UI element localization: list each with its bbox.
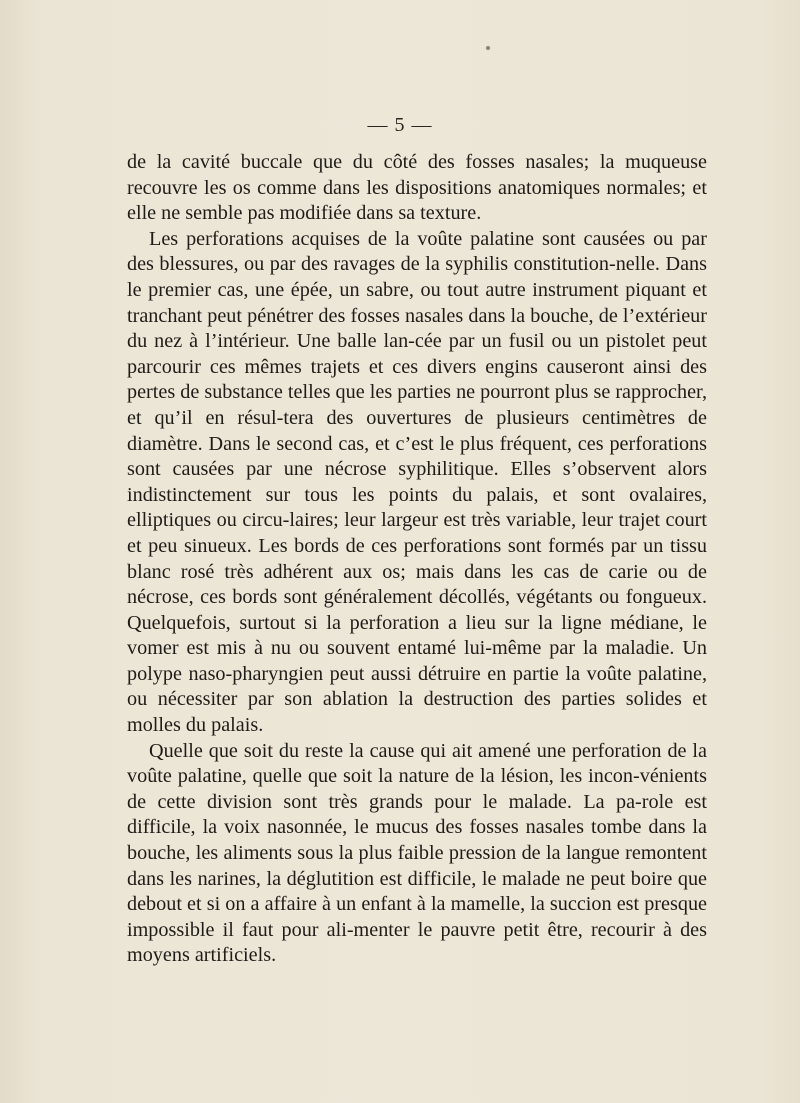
paragraph-3: Quelle que soit du reste la cause qui ait amené une perforation de la voûte palatine, quelle que soit la nature de la lésion, les incon-vénients de cette division sont très grands pour le malade. La pa-role est difficile, la voix nasonnée, le mucus des fosses nasales tombe dans la bouche, les aliments sous la plus faible pression de la langue remontent dans les narines, la déglutition est difficile, le malade ne peut boire que debout et si on a affaire à un enfant à la mamelle, la succion est presque impossible il faut pour ali-menter le pauvre petit être, recourir à des moyens artificiels.: [127, 739, 707, 967]
paragraph-1: de la cavité buccale que du côté des fosses nasales; la muqueuse recouvre les os comme dans les dispositions anatomiques normales; et elle ne semble pas modifiée dans sa texture.: [127, 151, 707, 225]
paragraph-2: Les perforations acquises de la voûte palatine sont causées ou par des blessures, ou par des ravages de la syphilis constitution-nelle. Dans le premier cas, une épée, un sabre, ou tout autre instrument piquant et tranchant peut pénétrer des fosses nasales dans la bouche, de l’extérieur du nez à l’intérieur. Une balle lan-cée par un fusil ou un pistolet peut parcourir ces mêmes trajets et ces divers engins causeront ainsi des pertes de substance telles que les parties ne pourront plus se rapprocher, et qu’il en résul-tera des ouvertures de plusieurs centimètres de diamètre. Dans le second cas, et c’est le plus fréquent, ces perforations sont causées par une nécrose syphilitique. Elles s’observent alors indistinctement sur tous les points du palais, et sont ovalaires, elliptiques ou circu-laires; leur largeur est très variable, leur trajet court et peu sinueux. Les bords de ces perforations sont formés par un tissu blanc rosé très adhérent aux os; mais dans les cas de carie ou de nécrose, ces bords sont généralement décollés, végétants ou fongueux. Quelquefois, surtout si la perforation a lieu sur la ligne médiane, le vomer est mis à nu ou souvent entamé lui-même par la maladie. Un polype naso-pharyngien peut aussi détruire en partie la voûte palatine, ou nécessiter par son ablation la destruction des parties solides et molles du palais.: [127, 227, 707, 737]
paper-speck: [486, 46, 490, 50]
body-text: [127, 150, 707, 969]
page-number: — 5 —: [367, 114, 433, 136]
